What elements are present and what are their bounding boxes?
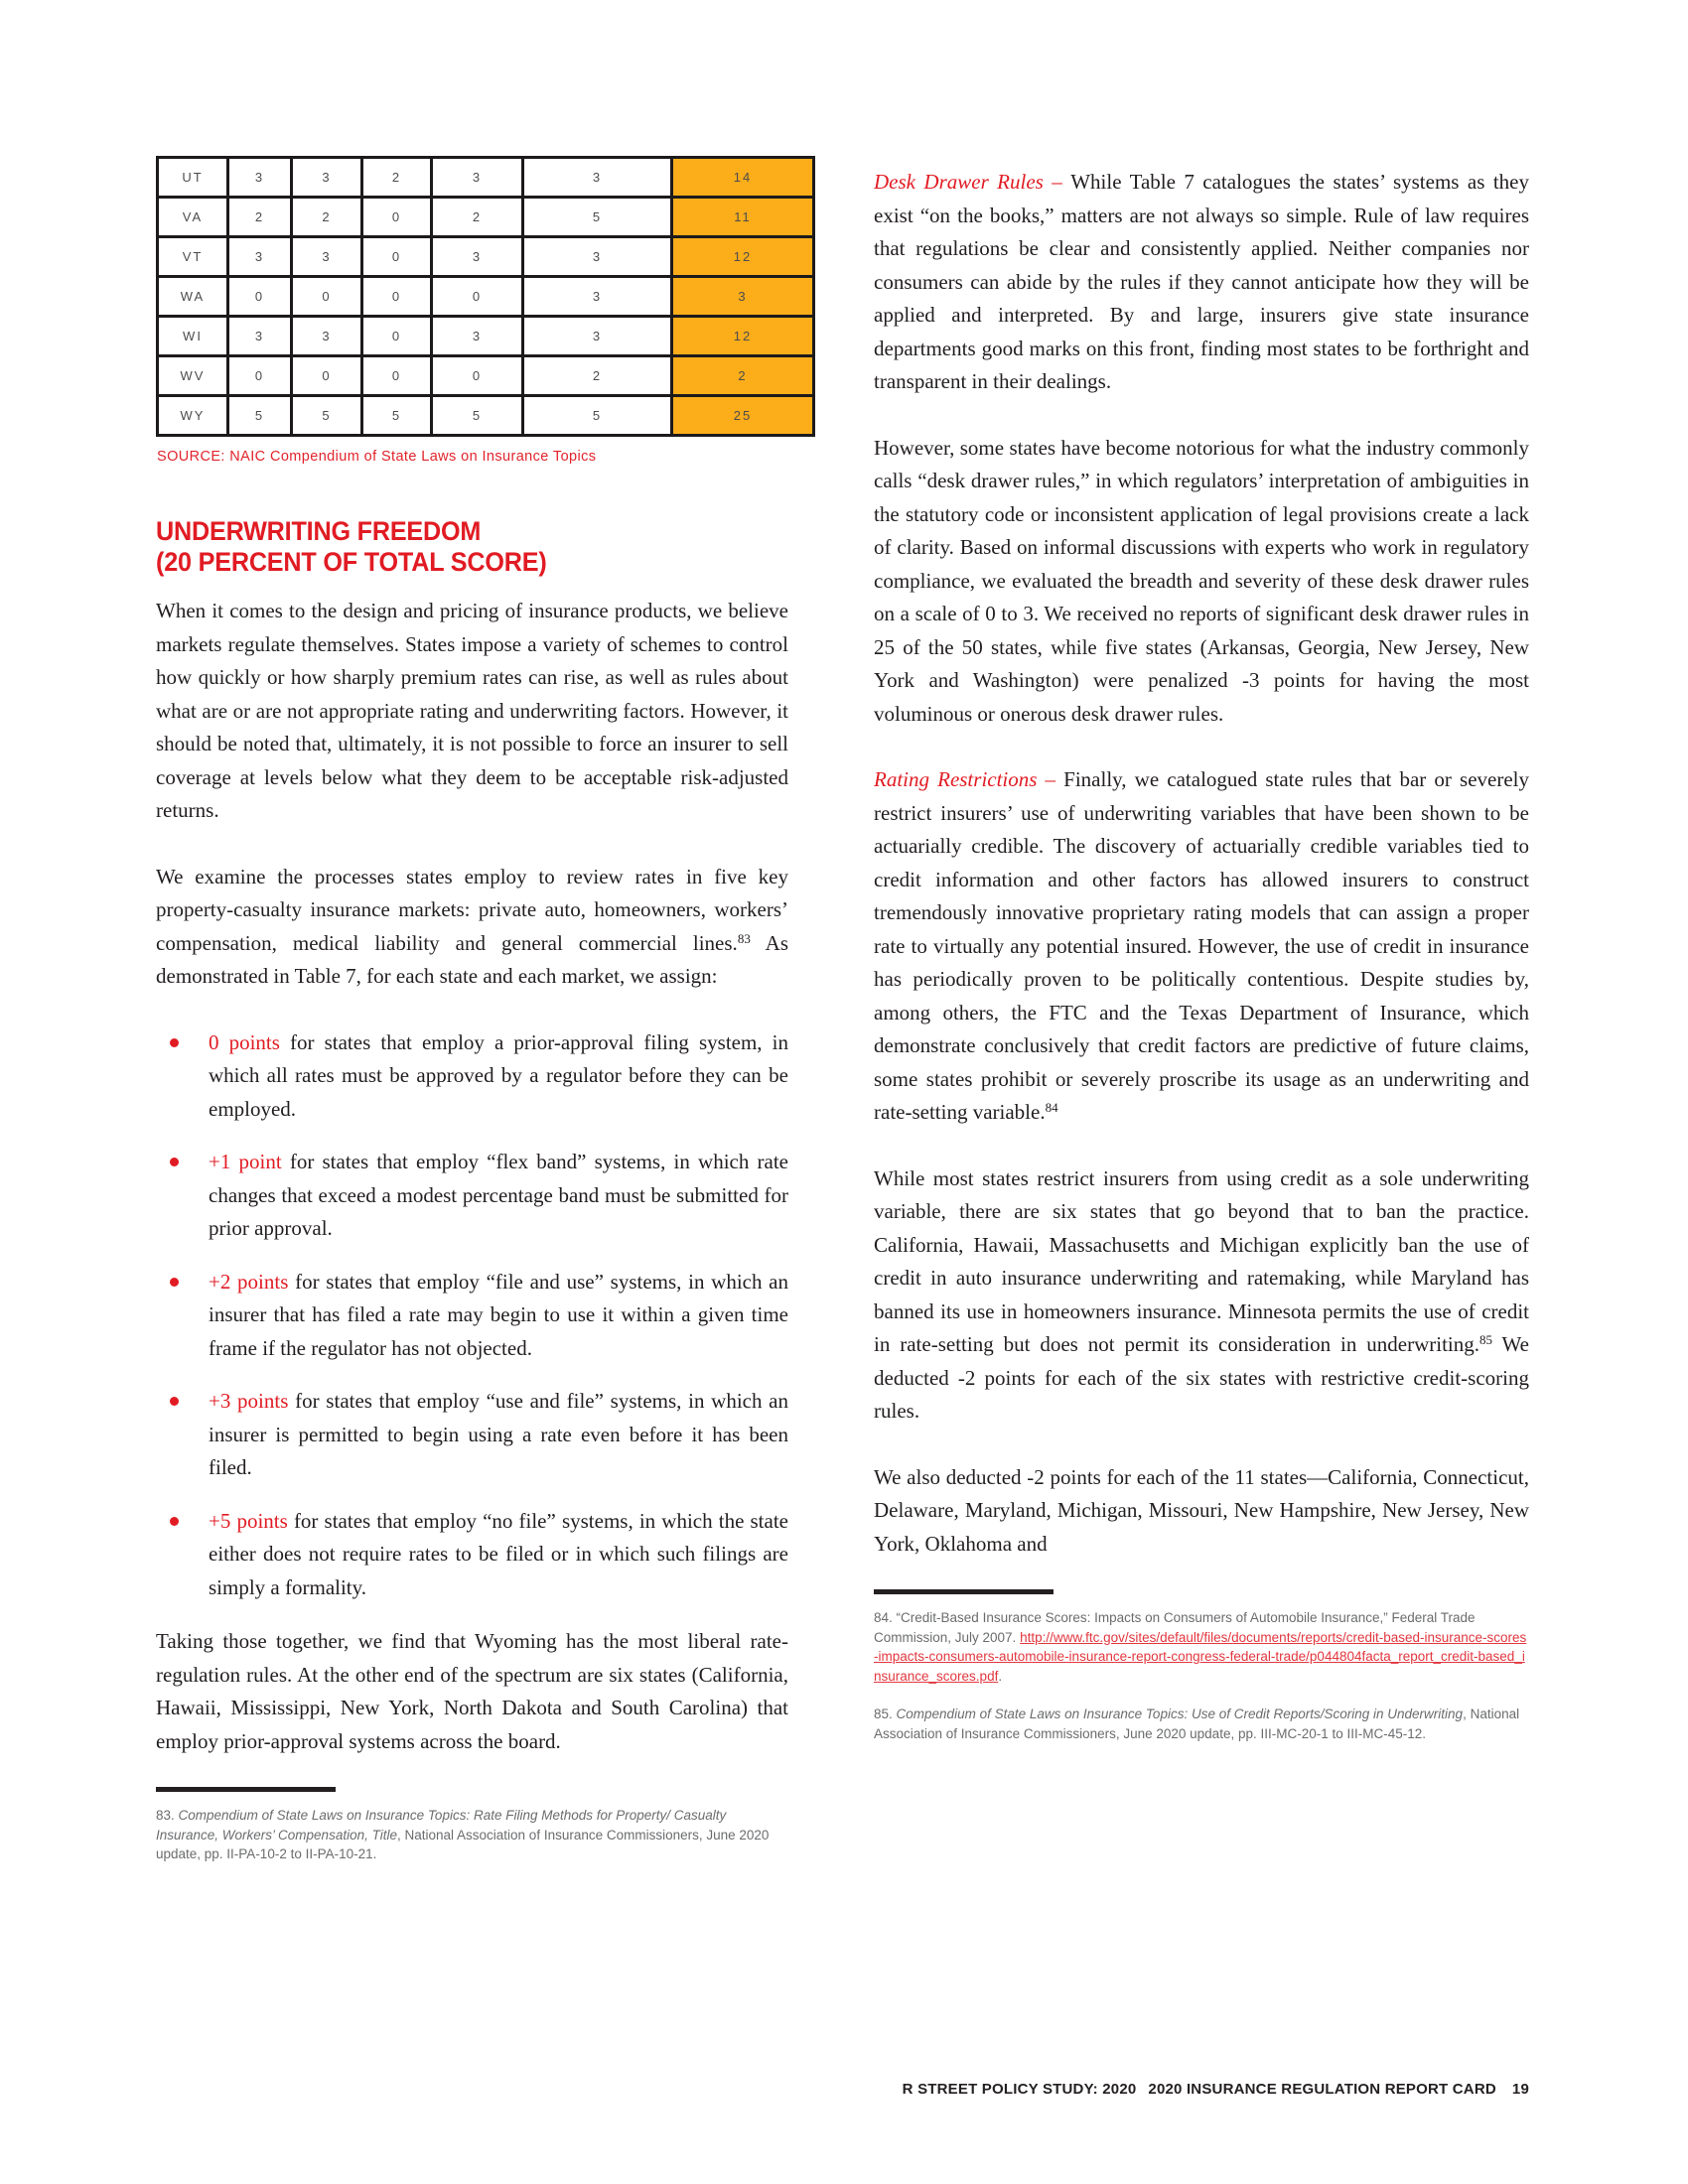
score-cell: 5 bbox=[432, 396, 523, 436]
score-cell: 0 bbox=[292, 356, 362, 396]
total-cell: 12 bbox=[672, 317, 814, 356]
bullet-icon bbox=[170, 1278, 179, 1287]
footnote-link[interactable]: http://www.ftc.gov/sites/default/files/documents/reports/credit-based-insurance-scores-impacts-consumers-automobile-insurance-report-congress-federal-trade/p044804facta_report_credit-based_insurance_scores.pdf bbox=[874, 1629, 1527, 1684]
footnote-number: 83. bbox=[156, 1808, 179, 1823]
paragraph bbox=[156, 1625, 788, 1758]
score-cell: 3 bbox=[523, 237, 672, 277]
footnote-text: , National Association of Insurance Commissioners, June 2020 update, pp. III-MC-20-1 to III-MC-45-12. bbox=[874, 1706, 1520, 1741]
right-column bbox=[874, 149, 1529, 1762]
bullet-lead: +1 point bbox=[209, 1150, 282, 1173]
total-cell: 3 bbox=[672, 277, 814, 317]
score-table bbox=[156, 156, 815, 437]
bullet-lead: +5 points bbox=[209, 1508, 288, 1533]
footnotes-right bbox=[874, 1608, 1529, 1743]
score-cell: 0 bbox=[432, 356, 523, 396]
paragraph-text: We examine the processes states employ to review rates in five key property-casualty insurance markets: private auto, homeowners, workers’ compensation, medical liability and general commercial lines. bbox=[156, 864, 788, 955]
table-row bbox=[158, 277, 814, 317]
footer-study-label: R STREET POLICY STUDY: 2020 bbox=[902, 2081, 1137, 2098]
list-item bbox=[156, 1385, 788, 1485]
bullet-icon bbox=[170, 1397, 179, 1406]
table-row bbox=[158, 237, 814, 277]
score-cell: 3 bbox=[523, 158, 672, 198]
footer-report-title: 2020 INSURANCE REGULATION REPORT CARD bbox=[1148, 2081, 1496, 2098]
score-cell: 3 bbox=[432, 237, 523, 277]
list-item bbox=[156, 1505, 788, 1605]
footnote-text: “Credit-Based Insurance Scores: Impacts on Consumers of Automobile Insurance,” Federal Trade Commission, July 2007. bbox=[874, 1610, 1476, 1645]
score-cell: 3 bbox=[228, 158, 292, 198]
state-cell: VA bbox=[158, 198, 228, 237]
score-cell: 3 bbox=[523, 317, 672, 356]
score-cell: 3 bbox=[292, 317, 362, 356]
score-cell: 0 bbox=[228, 356, 292, 396]
state-cell: WV bbox=[158, 356, 228, 396]
score-cell: 2 bbox=[523, 356, 672, 396]
paragraph bbox=[156, 861, 788, 994]
bullet-text: for states that employ “file and use” systems, in which an insurer that has filed a rate may begin to use it within a given time frame if the regulator has not objected. bbox=[209, 1269, 789, 1360]
bullet-icon bbox=[170, 1158, 179, 1166]
points-list bbox=[156, 1026, 788, 1605]
paragraph-text: We deducted -2 points for each of the six states with restrictive credit-scoring rules. bbox=[874, 1332, 1529, 1423]
score-cell: 2 bbox=[362, 158, 432, 198]
score-cell: 5 bbox=[523, 198, 672, 237]
left-column bbox=[156, 516, 788, 1883]
total-cell: 25 bbox=[672, 396, 814, 436]
score-cell: 5 bbox=[292, 396, 362, 436]
footer-page-number: 19 bbox=[1511, 2081, 1529, 2098]
total-cell: 14 bbox=[672, 158, 814, 198]
footnote-83 bbox=[156, 1806, 788, 1864]
score-cell: 2 bbox=[292, 198, 362, 237]
total-cell: 12 bbox=[672, 237, 814, 277]
score-cell: 2 bbox=[228, 198, 292, 237]
score-cell: 5 bbox=[523, 396, 672, 436]
table-row bbox=[158, 158, 814, 198]
paragraph-text: While most states restrict insurers from using credit as a sole underwriting variable, there are six states that go beyond that to ban the practice. California, Hawaii, Massachusetts and Michigan explicitly ban the use of credit in auto insurance underwriting and ratemaking, while Maryland has banned its use in homeowners insurance. Minnesota permits the use of credit in rate-setting but does not permit its consideration in underwriting. bbox=[874, 1165, 1529, 1356]
state-cell: VT bbox=[158, 237, 228, 277]
runin-heading-rating-restrictions: Rating Restrictions – bbox=[874, 767, 1064, 791]
score-cell: 3 bbox=[432, 317, 523, 356]
state-cell: UT bbox=[158, 158, 228, 198]
paragraph-text: However, some states have become notorious for what the industry commonly calls “desk drawer rules,” in which regulators’ interpretation of ambiguities in the statutory code or inconsistent application of legal provisions create a lack of clarity. Based on informal discussions with experts who work in regulatory compliance, we evaluated the breadth and severity of these desk drawer rules on a scale of 0 to 3. We received no reports of significant desk drawer rules in 25 of the 50 states, while five states (Arkansas, Georgia, New Jersey, New York and Washington) were penalized -3 points for having the most voluminous or onerous desk drawer rules. bbox=[874, 435, 1529, 726]
score-cell: 0 bbox=[362, 237, 432, 277]
bullet-text: for states that employ a prior-approval filing system, in which all rates must be approved by a regulator before they can be employed. bbox=[209, 1029, 788, 1121]
footnote-title: Compendium of State Laws on Insurance Topics: Rate Filing Methods for Property/ Casualty Insurance, Workers’ Compensation, Title bbox=[156, 1808, 727, 1843]
total-cell: 11 bbox=[672, 198, 814, 237]
footnote-ref-85: 85 bbox=[1479, 1332, 1492, 1347]
paragraph bbox=[874, 432, 1529, 732]
paragraph-text: We also deducted -2 points for each of the 11 states—California, Connecticut, Delaware, Maryland, Michigan, Missouri, New Hampshire, New Jersey, New York, Oklahoma and bbox=[874, 1464, 1529, 1556]
paragraph bbox=[874, 763, 1529, 1130]
footnote-title: Compendium of State Laws on Insurance Topics: Use of Credit Reports/Scoring in Underwriting bbox=[896, 1706, 1464, 1721]
footnote-85 bbox=[874, 1705, 1529, 1743]
table-row bbox=[158, 356, 814, 396]
bullet-lead: +2 points bbox=[209, 1269, 289, 1294]
footnotes-left bbox=[156, 1806, 788, 1864]
bullet-icon bbox=[170, 1517, 179, 1526]
list-item bbox=[156, 1026, 788, 1127]
runin-heading-desk-drawer-rules: Desk Drawer Rules – bbox=[874, 170, 1071, 194]
section-heading-line1: UNDERWRITING FREEDOM bbox=[156, 516, 482, 546]
table-row bbox=[158, 317, 814, 356]
footnote-text: , National Association of Insurance Commissioners, June 2020 update, pp. II-PA-10-2 to II-PA-10-21. bbox=[156, 1827, 770, 1861]
paragraph-text: When it comes to the design and pricing of insurance products, we believe markets regulate themselves. States impose a variety of schemes to control how quickly or how sharply premium rates can rise, as well as rules about what are or are not appropriate rating and underwriting factors. However, it should be noted that, ultimately, it is not possible to force an insurer to sell coverage at levels below what they deem to be acceptable risk-adjusted returns. bbox=[156, 599, 788, 822]
paragraph bbox=[156, 595, 788, 828]
table-source-note: SOURCE: NAIC Compendium of State Laws on Insurance Topics bbox=[157, 449, 597, 465]
state-cell: WI bbox=[158, 317, 228, 356]
score-cell: 0 bbox=[362, 356, 432, 396]
score-cell: 3 bbox=[432, 158, 523, 198]
total-cell: 2 bbox=[672, 356, 814, 396]
score-cell: 0 bbox=[362, 277, 432, 317]
score-cell: 3 bbox=[292, 237, 362, 277]
footnote-text: . bbox=[998, 1668, 1003, 1684]
bullet-icon bbox=[170, 1038, 179, 1047]
state-cell: WY bbox=[158, 396, 228, 436]
footnote-number: 84. bbox=[874, 1610, 897, 1625]
table-row bbox=[158, 198, 814, 237]
paragraph-text: Taking those together, we find that Wyoming has the most liberal rate-regulation rules. At the other end of the spectrum are six states (California, Hawaii, Mississippi, New York, North Dakota and South Carolina) that employ prior-approval systems across the board. bbox=[156, 1629, 788, 1753]
score-cell: 0 bbox=[292, 277, 362, 317]
paragraph bbox=[874, 1461, 1529, 1562]
bullet-text: for states that employ “no file” systems, in which the state either does not require rates to be filed or in which such filings are simply a formality. bbox=[209, 1508, 788, 1599]
score-cell: 0 bbox=[362, 198, 432, 237]
section-heading bbox=[156, 516, 757, 578]
footnote-divider bbox=[874, 1589, 1054, 1594]
score-cell: 3 bbox=[523, 277, 672, 317]
score-cell: 0 bbox=[228, 277, 292, 317]
list-item bbox=[156, 1146, 788, 1246]
footnote-number: 85. bbox=[874, 1706, 897, 1721]
score-cell: 0 bbox=[432, 277, 523, 317]
paragraph-text: As demonstrated in Table 7, for each state and each market, we assign: bbox=[156, 930, 788, 988]
score-cell: 3 bbox=[228, 237, 292, 277]
bullet-lead: 0 points bbox=[209, 1029, 280, 1054]
score-cell: 3 bbox=[292, 158, 362, 198]
score-cell: 2 bbox=[432, 198, 523, 237]
footnote-84 bbox=[874, 1608, 1529, 1686]
section-heading-line2: (20 PERCENT OF TOTAL SCORE) bbox=[156, 547, 547, 577]
footnote-ref-83: 83 bbox=[737, 930, 751, 946]
score-cell: 5 bbox=[362, 396, 432, 436]
bullet-lead: +3 points bbox=[209, 1389, 289, 1413]
bullet-text: for states that employ “flex band” systems, in which rate changes that exceed a modest percentage band must be submitted for prior approval. bbox=[209, 1150, 788, 1240]
paragraph-text: Finally, we catalogued state rules that bar or severely restrict insurers’ use of underwriting variables that have been shown to be actuarially credible. The discovery of actuarially credible variables tied to credit information and other factors has allowed insurers to construct tremendously innovative proprietary rating models that can assign a proper rate to virtually any potential insured. However, the use of credit in insurance has periodically proven to be politically contentious. Despite studies by, among others, the FTC and the Texas Department of Insurance, which demonstrate conclusively that credit factors are predictive of future claims, some states prohibit or severely proscribe its usage as an underwriting and rate-setting variable. bbox=[874, 767, 1529, 1124]
score-cell: 3 bbox=[228, 317, 292, 356]
paragraph bbox=[874, 166, 1529, 399]
page-footer bbox=[0, 2081, 1529, 2098]
footnote-divider bbox=[156, 1787, 336, 1792]
bullet-text: for states that employ “use and file” systems, in which an insurer is permitted to begin using a rate even before it has been filed. bbox=[209, 1389, 789, 1479]
score-cell: 0 bbox=[362, 317, 432, 356]
score-cell: 5 bbox=[228, 396, 292, 436]
paragraph bbox=[874, 1162, 1529, 1429]
table-row bbox=[158, 396, 814, 436]
state-cell: WA bbox=[158, 277, 228, 317]
list-item bbox=[156, 1266, 788, 1366]
paragraph-text: While Table 7 catalogues the states’ systems as they exist “on the books,” matters are not always so simple. Rule of law requires that regulations be clear and consistently applied. Neither companies nor consumers can abide by the rules if they cannot anticipate how they will be applied and interpreted. By and large, insurers give state insurance departments good marks on this front, finding most states to be forthright and transparent in their dealings. bbox=[874, 170, 1529, 393]
footnote-ref-84: 84 bbox=[1045, 1100, 1058, 1115]
